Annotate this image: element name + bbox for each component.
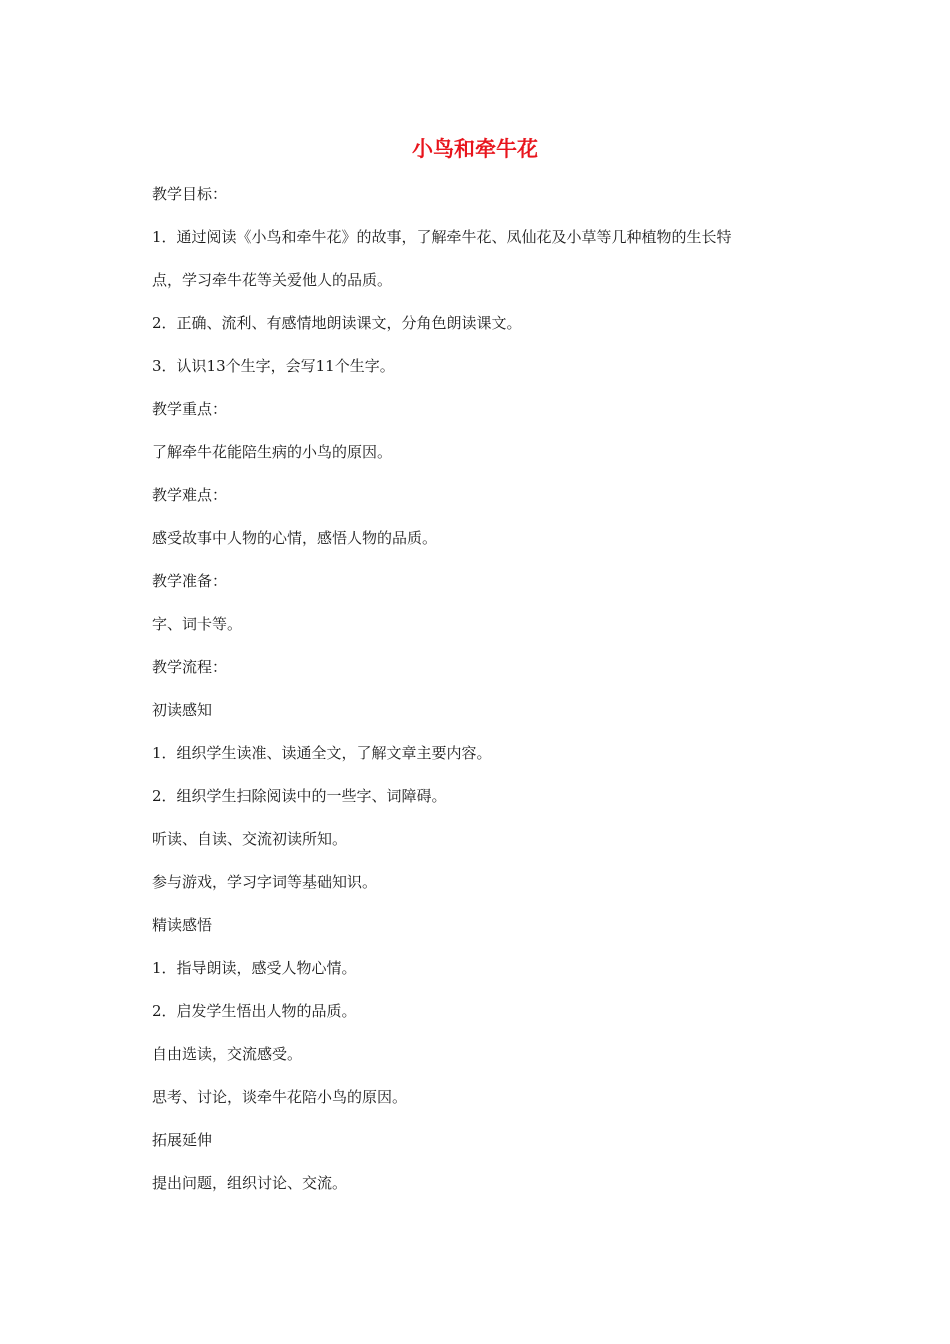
paragraph-line: 点，学习牵牛花等关爱他人的品质。 — [152, 271, 393, 289]
subsection-heading: 初读感知 — [152, 701, 213, 719]
paragraph-line: 思考、讨论，谈牵牛花陪小鸟的原因。 — [152, 1088, 408, 1106]
paragraph-line: 了解牵牛花能陪生病的小鸟的原因。 — [152, 443, 393, 461]
paragraph-line: 1．组织学生读准、读通全文，了解文章主要内容。 — [152, 744, 492, 762]
paragraph-line: 字、词卡等。 — [152, 615, 243, 633]
section-heading-objectives: 教学目标： — [152, 185, 228, 203]
paragraph-line: 2．启发学生悟出人物的品质。 — [152, 1002, 357, 1020]
paragraph-line: 感受故事中人物的心情，感悟人物的品质。 — [152, 529, 438, 547]
section-heading-process: 教学流程： — [152, 658, 228, 676]
paragraph-line: 听读、自读、交流初读所知。 — [152, 830, 348, 848]
subsection-heading: 精读感悟 — [152, 916, 213, 934]
paragraph-line: 参与游戏，学习字词等基础知识。 — [152, 873, 378, 891]
document-body — [152, 182, 812, 1214]
section-heading-preparation: 教学准备： — [152, 572, 228, 590]
paragraph-line: 1．指导朗读，感受人物心情。 — [152, 959, 357, 977]
section-heading-difficulties: 教学难点： — [152, 486, 228, 504]
section-heading-key-points: 教学重点： — [152, 400, 228, 418]
paragraph-line: 3．认识13个生字，会写11个生字。 — [152, 357, 395, 375]
paragraph-line: 2．正确、流利、有感情地朗读课文，分角色朗读课文。 — [152, 314, 522, 332]
paragraph-line: 自由选读，交流感受。 — [152, 1045, 303, 1063]
paragraph-line: 1．通过阅读《小鸟和牵牛花》的故事，了解牵牛花、凤仙花及小草等几种植物的生长特 — [152, 228, 732, 246]
paragraph-line: 2．组织学生扫除阅读中的一些字、词障碍。 — [152, 787, 447, 805]
subsection-heading: 拓展延伸 — [152, 1131, 213, 1149]
document-title: 小鸟和牵牛花 — [412, 137, 538, 161]
paragraph-line: 提出问题，组织讨论、交流。 — [152, 1174, 348, 1192]
